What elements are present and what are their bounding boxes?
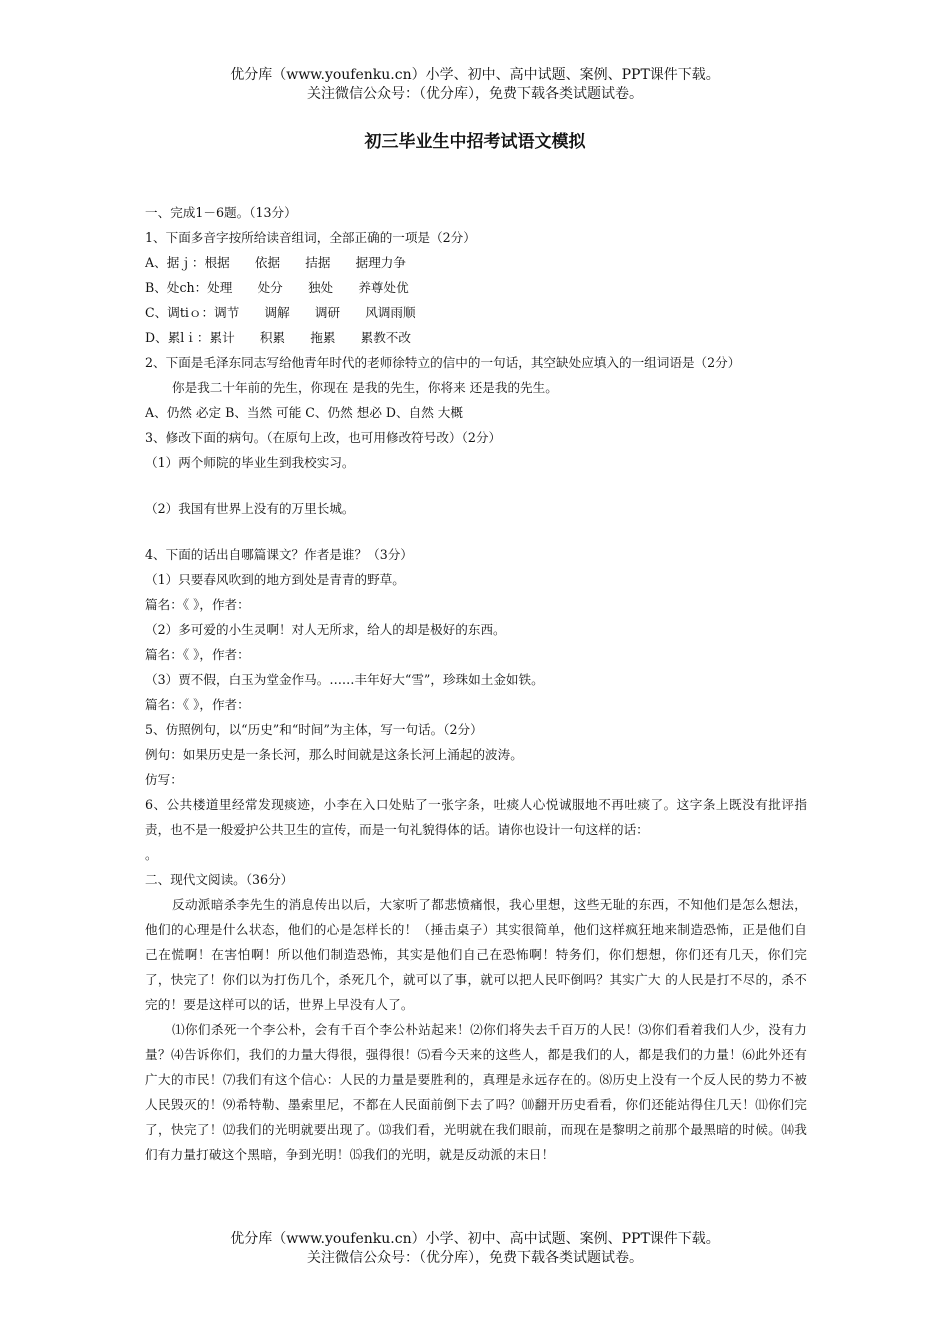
q1-option-b: B、处ch：处理 处分 独处 养尊处优	[145, 280, 409, 295]
footer-site-line: 优分库（www.youfenku.cn）小学、初中、高中试题、案例、PPT课件下载。	[230, 1231, 720, 1247]
reading-paragraph-2: ⑴你们杀死一个李公朴，会有千百个李公朴站起来！⑵你们将失去千百万的人民！⑶你们看着我们人少，没有力量？⑷告诉你们，我们的力量大得很，强得很！⑸看今天来的这些人，都是我们的人，都是我们的力量！⑹此外还有广大的市民！⑺我们有这个信心：人民的力量是要胜利的，真理是永远存在的。⑻历史上没有一个反人民的势力不被人民毁灭的！⑼希特勒、墨索里尼，不都在人民面前倒下去了吗？⑽翻开历史看看，你们还能站得住几天！⑾你们完了，快完了！⑿我们的光明就要出现了。⒀我们看，光明就在我们眼前，而现在是黎明之前那个最黑暗的时候。⒁我们有力量打破这个黑暗，争到光明！⒂我们的光明，就是反动派的末日！	[145, 1022, 807, 1162]
q1-option-a: A、据ｊ：根据 依据 拮据 据理力争	[145, 255, 406, 270]
q5-stem: 5、仿照例句，以“历史”和“时间”为主体，写一句话。（2分）	[145, 722, 483, 737]
q4-item-2: （2）多可爱的小生灵啊！对人无所求，给人的却是极好的东西。	[145, 622, 506, 637]
q4-item-3: （3）贾不假，白玉为堂金作马。……丰年好大“雪”，珍珠如土金如铁。	[145, 672, 544, 687]
q3-stem: 3、修改下面的病句。（在原句上改，也可用修改符号改）（2分）	[145, 430, 502, 445]
q3-item-1: （1）两个师院的毕业生到我校实习。	[145, 455, 355, 470]
q5-imitate-label: 仿写：	[145, 772, 183, 787]
q2-stem: 2、下面是毛泽东同志写给他青年时代的老师徐特立的信中的一句话，其空缺处应填入的一组词语是（2分）	[145, 355, 741, 370]
section1-heading: 一、完成1－6题。（13分）	[145, 205, 297, 220]
q5-example: 例句：如果历史是一条长河，那么时间就是这条长河上涌起的波涛。	[145, 747, 523, 762]
header-site-line: 优分库（www.youfenku.cn）小学、初中、高中试题、案例、PPT课件下载。	[230, 67, 720, 83]
q4-stem: 4、下面的话出自哪篇课文？作者是谁？（3分）	[145, 547, 413, 562]
answer-space	[145, 521, 807, 542]
q4-answer-line: 篇名：《 》，作者：	[145, 697, 250, 712]
q1-stem: 1、下面多音字按所给读音组词，全部正确的一项是（2分）	[145, 230, 476, 245]
q4-item-1: （1）只要春风吹到的地方到处是青青的野草。	[145, 572, 405, 587]
q6-end-mark: 。	[145, 847, 158, 862]
q2-sentence: 你是我二十年前的先生，你现在 是我的先生，你将来 还是我的先生。	[172, 380, 558, 395]
header-wechat-line: 关注微信公众号：（优分库），免费下载各类试题试卷。	[307, 86, 643, 102]
page-header-banner	[0, 66, 950, 104]
answer-space	[145, 475, 807, 496]
q6-stem: 6、公共楼道里经常发现痰迹，小李在入口处贴了一张字条，吐痰人心悦诚服地不再吐痰了。这字条上既没有批评指责，也不是一般爱护公共卫生的宣传，而是一句礼貌得体的话。请你也设计一句这样的话：	[145, 797, 807, 837]
q4-answer-line: 篇名：《 》，作者：	[145, 647, 250, 662]
reading-paragraph-1: 反动派暗杀李先生的消息传出以后，大家听了都悲愤痛恨，我心里想，这些无耻的东西，不知他们是怎么想法，他们的心理是什么状态，他们的心是怎样长的！（捶击桌子）其实很简单，他们这样疯狂地来制造恐怖，正是他们自己在慌啊！在害怕啊！所以他们制造恐怖，其实是他们自己在恐怖啊！特务们，你们想想，你们还有几天，你们完了，快完了！你们以为打伤几个，杀死几个，就可以了事，就可以把人民吓倒吗？其实广大 的人民是打不尽的，杀不完的！要是这样可以的话，世界上早没有人了。	[145, 897, 807, 1012]
q1-option-c: C、调tiｏ：调节 调解 调研 风调雨顺	[145, 305, 416, 320]
q1-option-d: D、累lｉ：累计 积累 拖累 累教不改	[145, 330, 411, 345]
exam-content	[145, 200, 807, 1167]
section2-heading: 二、现代文阅读。（36分）	[145, 872, 294, 887]
document-title: 初三毕业生中招考试语文模拟	[364, 132, 586, 152]
q3-item-2: （2）我国有世界上没有的万里长城。	[145, 501, 355, 516]
q2-options: A、仍然 必定 B、当然 可能 C、仍然 想必 D、自然 大概	[145, 405, 463, 420]
footer-wechat-line: 关注微信公众号：（优分库），免费下载各类试题试卷。	[307, 1250, 643, 1266]
q4-answer-line: 篇名：《 》，作者：	[145, 597, 250, 612]
page-footer-banner	[0, 1230, 950, 1268]
